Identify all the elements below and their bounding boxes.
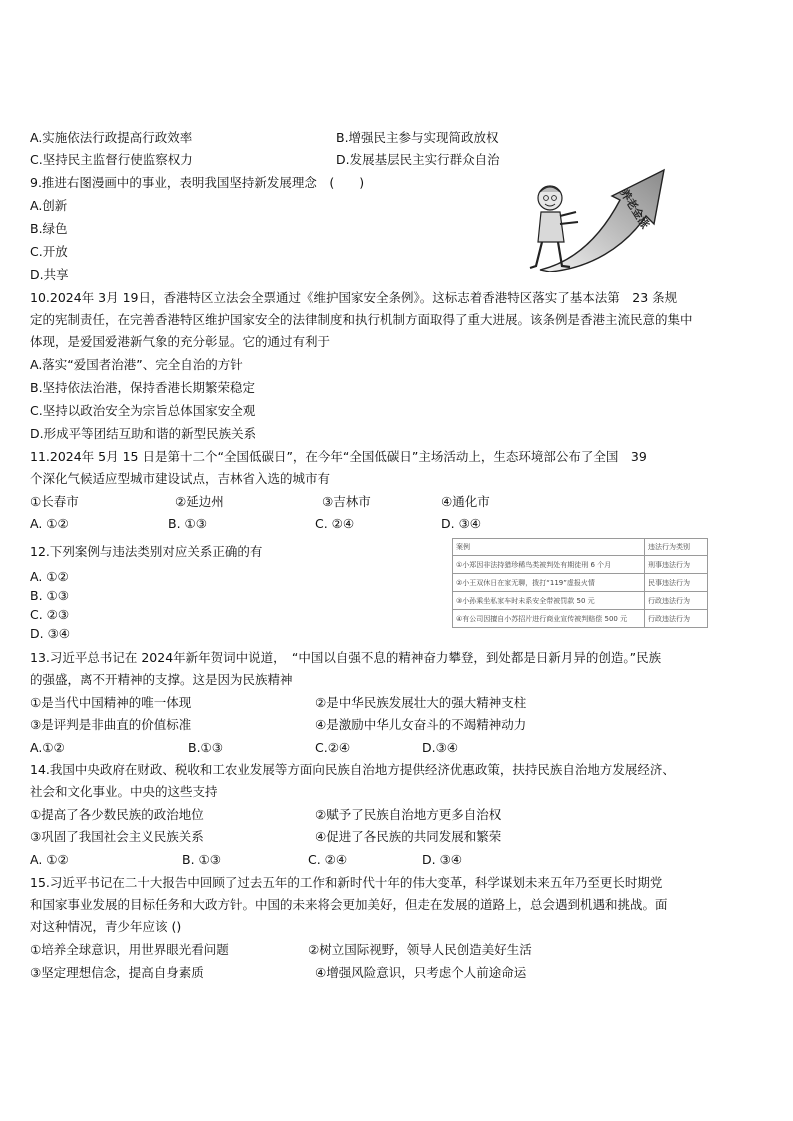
case-cell: ③小孙乘坐私家车时未系安全带被罚款 50 元 [453, 592, 645, 610]
q14-item-3: ③巩固了我国社会主义民族关系 [30, 829, 204, 844]
q14-option-a: A. ①② [30, 852, 69, 867]
q9-stem: 9.推进右图漫画中的事业，表明我国坚持新发展理念 ( ) [30, 175, 365, 190]
category-cell: 行政违法行为 [645, 610, 708, 628]
category-cell: 刑事违法行为 [645, 556, 708, 574]
q13-item-2: ②是中华民族发展壮大的强大精神支柱 [315, 695, 527, 710]
q8-option-d: D.发展基层民主实行群众自治 [336, 152, 500, 167]
q14-stem-line1: 14.我国中央政府在财政、税收和工农业发展等方面向民族自治地方提供经济优惠政策，扶持民族自治地方发展经济、 [30, 762, 675, 777]
case-cell: ②小王双休日在家无聊，拨打“119”虚报火情 [453, 574, 645, 592]
q8-option-a: A.实施依法行政提高行政效率 [30, 130, 193, 145]
q11-item-1: ①长春市 [30, 494, 79, 509]
q11-stem-line1: 11.2024年 5月 15 日是第十二个“全国低碳日”，在今年“全国低碳日”主场活动上，生态环境部公布了全国 39 [30, 449, 647, 464]
category-header: 违法行为类别 [645, 539, 708, 556]
q9-option-c: C.开放 [30, 244, 68, 259]
cartoon-caption: 养老金涨 [617, 186, 652, 231]
q13-option-b: B.①③ [188, 740, 223, 755]
q13-option-a: A.①② [30, 740, 65, 755]
q12-stem: 12.下列案例与违法类别对应关系正确的有 [30, 544, 263, 559]
q11-option-b: B. ①③ [168, 516, 207, 531]
q15-stem-line3: 对这种情况，青少年应该 () [30, 919, 182, 934]
table-row [453, 610, 708, 628]
category-cell: 行政违法行为 [645, 592, 708, 610]
q10-option-a: A.落实“爱国者治港”、完全自治的方针 [30, 357, 243, 372]
q12-option-a: A. ①② [30, 569, 69, 584]
q15-item-2: ②树立国际视野，领导人民创造美好生活 [308, 942, 532, 957]
q14-option-d: D. ③④ [422, 852, 462, 867]
q11-item-3: ③吉林市 [322, 494, 371, 509]
q10-stem-line3: 体现，是爱国爱港新气象的充分彰显。它的通过有利于 [30, 334, 331, 349]
case-table [452, 538, 708, 628]
q9-option-b: B.绿色 [30, 221, 68, 236]
q8-option-c: C.坚持民主监督行使监察权力 [30, 152, 193, 167]
q9-option-d: D.共享 [30, 267, 69, 282]
q14-item-4: ④促进了各民族的共同发展和繁荣 [315, 829, 502, 844]
q9-option-a: A.创新 [30, 198, 68, 213]
q11-item-4: ④通化市 [441, 494, 490, 509]
q14-option-c: C. ②④ [308, 852, 348, 867]
q14-item-1: ①提高了各少数民族的政治地位 [30, 807, 204, 822]
q12-option-d: D. ③④ [30, 626, 70, 641]
q15-item-4: ④增强风险意识，只考虑个人前途命运 [315, 965, 527, 980]
case-cell: ①小郑因非法持猎珍稀鸟类被判处有期徒刑 6 个月 [453, 556, 645, 574]
case-header: 案例 [453, 539, 645, 556]
q11-option-d: D. ③④ [441, 516, 481, 531]
q13-stem-line2: 的强盛，离不开精神的支撑。这是因为民族精神 [30, 672, 293, 687]
case-cell: ④有公司因擅自小苏招片进行商业宣传被判赔偿 500 元 [453, 610, 645, 628]
q14-option-b: B. ①③ [182, 852, 221, 867]
q13-item-1: ①是当代中国精神的唯一体现 [30, 695, 192, 710]
q10-option-b: B.坚持依法治港，保持香港长期繁荣稳定 [30, 380, 256, 395]
q11-item-2: ②延边州 [175, 494, 224, 509]
q15-stem-line2: 和国家事业发展的目标任务和大政方针。中国的未来将会更加美好，但走在发展的道路上，总会遇到机遇和挑战。面 [30, 897, 668, 912]
q13-option-d: D.③④ [422, 740, 459, 755]
q10-stem-line2: 定的宪制责任，在完善香港特区维护国家安全的法律制度和执行机制方面取得了重大进展。该条例是香港主流民意的集中 [30, 312, 693, 327]
q12-option-c: C. ②③ [30, 607, 70, 622]
q13-item-3: ③是评判是非曲直的价值标准 [30, 717, 192, 732]
q13-stem-line1: 13.习近平总书记在 2024年新年贺词中说道， “中国以自强不息的精神奋力攀登，到处都是日新月异的创造。”民族 [30, 650, 662, 665]
q11-option-c: C. ②④ [315, 516, 355, 531]
q10-option-c: C.坚持以政治安全为宗旨总体国家安全观 [30, 403, 256, 418]
table-row [453, 574, 708, 592]
category-cell: 民事违法行为 [645, 574, 708, 592]
table-row [453, 592, 708, 610]
q15-stem-line1: 15.习近平书记在二十大报告中回顾了过去五年的工作和新时代十年的伟大变革，科学谋划未来五年乃至更长时期党 [30, 875, 663, 890]
q15-item-1: ①培养全球意识，用世界眼光看问题 [30, 942, 229, 957]
q15-item-3: ③坚定理想信念，提高自身素质 [30, 965, 204, 980]
q11-stem-line2: 个深化气候适应型城市建设试点，吉林省入选的城市有 [30, 471, 331, 486]
pension-rise-cartoon [528, 166, 688, 272]
case-table-header [453, 539, 708, 556]
q11-option-a: A. ①② [30, 516, 69, 531]
q8-option-b: B.增强民主参与实现简政放权 [336, 130, 499, 145]
q13-item-4: ④是激励中华儿女奋斗的不竭精神动力 [315, 717, 527, 732]
q12-option-b: B. ①③ [30, 588, 69, 603]
table-row [453, 556, 708, 574]
q14-item-2: ②赋予了民族自治地方更多自治权 [315, 807, 502, 822]
q10-option-d: D.形成平等团结互助和谐的新型民族关系 [30, 426, 257, 441]
q10-stem-line1: 10.2024年 3月 19日，香港特区立法会全票通过《维护国家安全条例》。这标志着香港特区落实了基本法第 23 条规 [30, 290, 678, 305]
q14-stem-line2: 社会和文化事业。中央的这些支持 [30, 784, 218, 799]
q13-option-c: C.②④ [315, 740, 351, 755]
